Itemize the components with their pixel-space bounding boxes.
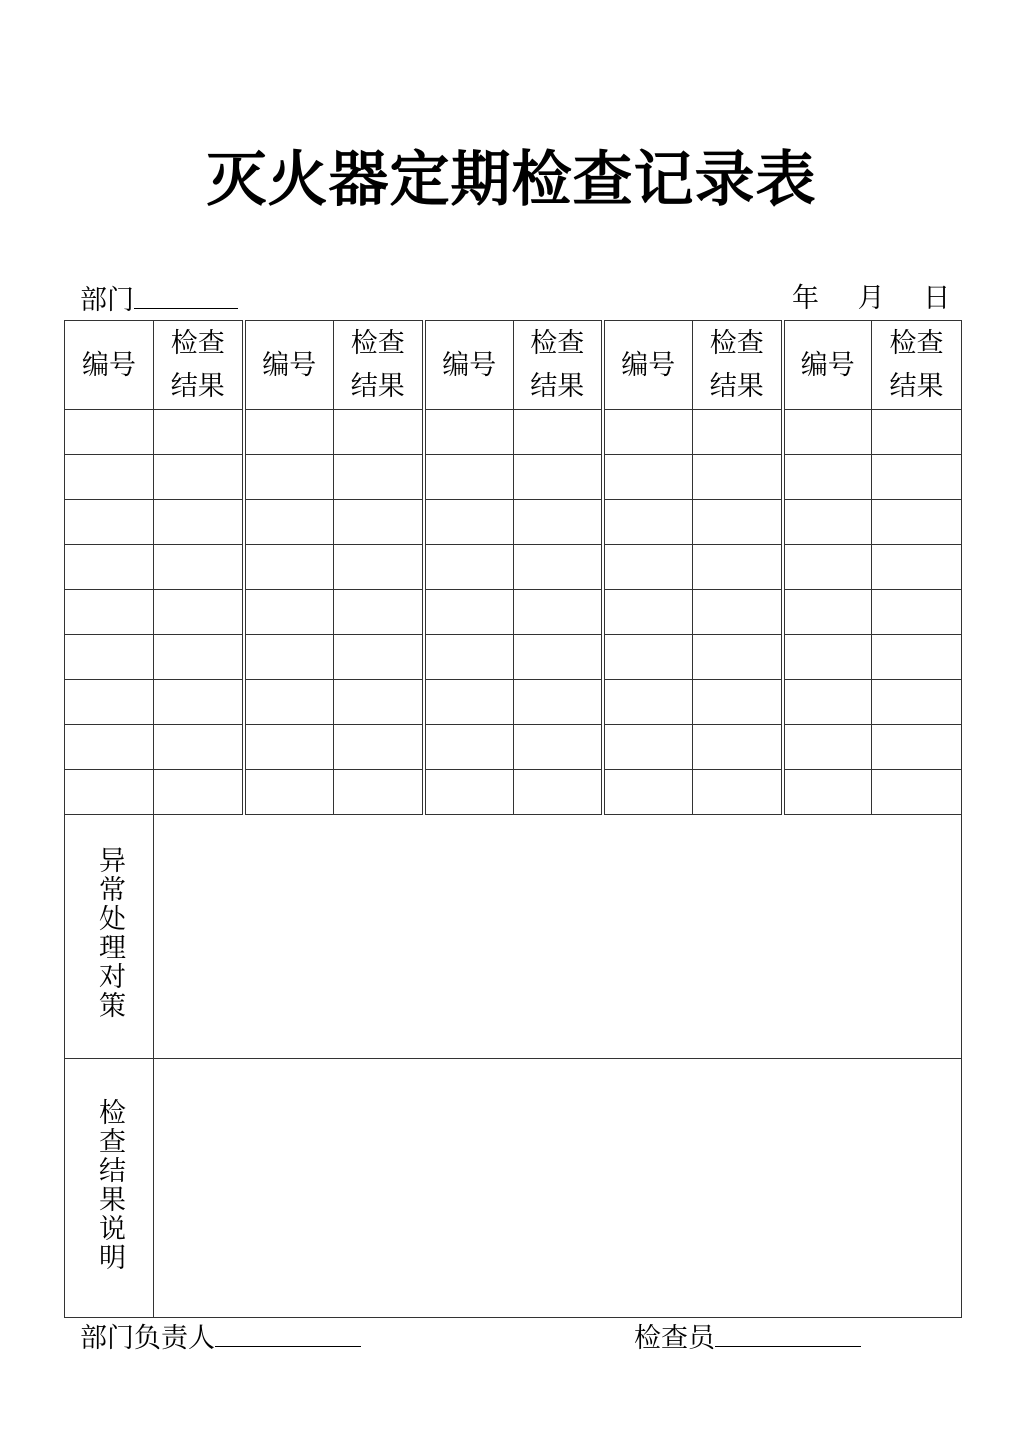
- result-cell[interactable]: [872, 500, 962, 545]
- abnormal-content-cell[interactable]: [154, 815, 962, 1059]
- explanation-label: 检查结果说明: [94, 1097, 125, 1272]
- result-cell[interactable]: [872, 635, 962, 680]
- result-cell[interactable]: [334, 455, 424, 500]
- header-id-cell: 编号: [424, 321, 514, 410]
- result-cell[interactable]: [693, 725, 783, 770]
- result-cell[interactable]: [514, 725, 603, 770]
- id-cell[interactable]: [783, 725, 872, 770]
- result-cell[interactable]: [514, 635, 603, 680]
- header-result-line1: 检查: [709, 328, 764, 359]
- table-row: [65, 500, 962, 545]
- result-cell[interactable]: [693, 635, 783, 680]
- id-cell[interactable]: [603, 500, 693, 545]
- result-cell[interactable]: [154, 500, 244, 545]
- result-cell[interactable]: [334, 725, 424, 770]
- id-cell[interactable]: [783, 545, 872, 590]
- result-cell[interactable]: [334, 545, 424, 590]
- result-cell[interactable]: [334, 680, 424, 725]
- result-cell[interactable]: [693, 770, 783, 815]
- inspector-label: 检查员: [634, 1323, 715, 1354]
- result-cell[interactable]: [154, 680, 244, 725]
- id-cell[interactable]: [65, 500, 154, 545]
- month-label: 月: [857, 283, 885, 314]
- blank-rows: [65, 410, 962, 815]
- result-cell[interactable]: [154, 725, 244, 770]
- result-cell[interactable]: [872, 455, 962, 500]
- id-cell[interactable]: [783, 635, 872, 680]
- result-cell[interactable]: [514, 500, 603, 545]
- result-cell[interactable]: [154, 455, 244, 500]
- table-row: [65, 770, 962, 815]
- day-label: 日: [923, 283, 951, 314]
- header-id-cell: 编号: [244, 321, 334, 410]
- result-cell[interactable]: [872, 680, 962, 725]
- header-result-cell: [154, 321, 244, 410]
- result-cell[interactable]: [872, 590, 962, 635]
- result-cell[interactable]: [693, 410, 783, 455]
- department-field: [80, 282, 238, 318]
- id-cell[interactable]: [783, 410, 872, 455]
- header-result-line1: 检查: [530, 328, 585, 359]
- table-row: [65, 680, 962, 725]
- id-cell[interactable]: [603, 410, 693, 455]
- result-cell[interactable]: [872, 545, 962, 590]
- id-cell[interactable]: [424, 455, 514, 500]
- result-explanation-row: [65, 1059, 962, 1318]
- result-cell[interactable]: [154, 545, 244, 590]
- id-cell[interactable]: [603, 770, 693, 815]
- header-id-cell: 编号: [603, 321, 693, 410]
- page-title: 灭火器定期检查记录表: [206, 145, 817, 215]
- id-cell[interactable]: [244, 500, 334, 545]
- id-cell[interactable]: [603, 545, 693, 590]
- dept-head-signature-blank[interactable]: [215, 1320, 361, 1347]
- result-cell[interactable]: [154, 770, 244, 815]
- id-cell[interactable]: [424, 635, 514, 680]
- header-id-cell: 编号: [783, 321, 872, 410]
- result-cell[interactable]: [334, 500, 424, 545]
- header-result-cell: [514, 321, 603, 410]
- id-cell[interactable]: [603, 725, 693, 770]
- id-cell[interactable]: [424, 770, 514, 815]
- id-cell[interactable]: [603, 455, 693, 500]
- id-cell[interactable]: [603, 680, 693, 725]
- header-result-line2: 结果: [530, 371, 585, 402]
- id-cell[interactable]: [424, 725, 514, 770]
- year-label: 年: [792, 283, 819, 314]
- date-field: [792, 282, 950, 316]
- result-cell[interactable]: [154, 590, 244, 635]
- result-cell[interactable]: [514, 545, 603, 590]
- id-cell[interactable]: [244, 410, 334, 455]
- result-cell[interactable]: [334, 770, 424, 815]
- header-result-cell: [334, 321, 424, 410]
- department-blank[interactable]: [134, 282, 238, 309]
- id-cell[interactable]: [244, 545, 334, 590]
- result-cell[interactable]: [154, 410, 244, 455]
- header-result-line1: 检查: [350, 328, 405, 359]
- id-cell[interactable]: [424, 545, 514, 590]
- header-result-line1: 检查: [889, 328, 944, 359]
- id-cell[interactable]: [244, 590, 334, 635]
- header-result-line2: 结果: [889, 371, 944, 402]
- table-row: [65, 410, 962, 455]
- id-cell[interactable]: [65, 410, 154, 455]
- table-row: [65, 590, 962, 635]
- id-cell[interactable]: [603, 590, 693, 635]
- id-cell[interactable]: [65, 455, 154, 500]
- result-cell[interactable]: [334, 590, 424, 635]
- id-cell[interactable]: [244, 770, 334, 815]
- table-row: [65, 455, 962, 500]
- result-cell[interactable]: [514, 770, 603, 815]
- result-cell[interactable]: [334, 410, 424, 455]
- result-cell[interactable]: [872, 725, 962, 770]
- id-cell[interactable]: [65, 770, 154, 815]
- id-cell[interactable]: [65, 725, 154, 770]
- table-header-row: [65, 321, 962, 410]
- id-cell[interactable]: [244, 725, 334, 770]
- table-row: [65, 545, 962, 590]
- result-cell[interactable]: [514, 455, 603, 500]
- id-cell[interactable]: [783, 590, 872, 635]
- table-row: [65, 635, 962, 680]
- id-cell[interactable]: [65, 680, 154, 725]
- id-cell[interactable]: [424, 410, 514, 455]
- id-cell[interactable]: [65, 635, 154, 680]
- abnormal-label: 异常处理对策: [94, 846, 125, 1020]
- id-cell[interactable]: [783, 680, 872, 725]
- id-cell[interactable]: [783, 500, 872, 545]
- header-result-line2: 结果: [350, 371, 405, 402]
- header-result-cell: [693, 321, 783, 410]
- explanation-content-cell[interactable]: [154, 1059, 962, 1318]
- dept-head-field: [80, 1320, 361, 1356]
- department-label: 部门: [80, 285, 134, 316]
- result-cell[interactable]: [693, 500, 783, 545]
- result-cell[interactable]: [693, 590, 783, 635]
- table-row: [65, 725, 962, 770]
- header-id-cell: 编号: [65, 321, 154, 410]
- id-cell[interactable]: [783, 455, 872, 500]
- abnormal-handling-row: [65, 815, 962, 1059]
- result-cell[interactable]: [334, 635, 424, 680]
- result-cell[interactable]: [514, 680, 603, 725]
- inspector-signature-blank[interactable]: [715, 1320, 861, 1347]
- result-cell[interactable]: [872, 770, 962, 815]
- id-cell[interactable]: [65, 545, 154, 590]
- id-cell[interactable]: [244, 635, 334, 680]
- result-cell[interactable]: [154, 635, 244, 680]
- result-cell[interactable]: [514, 410, 603, 455]
- abnormal-label-cell: [65, 815, 154, 1059]
- result-cell[interactable]: [514, 590, 603, 635]
- dept-head-label: 部门负责人: [80, 1323, 215, 1354]
- inspector-field: [634, 1320, 861, 1356]
- id-cell[interactable]: [783, 770, 872, 815]
- id-cell[interactable]: [65, 590, 154, 635]
- id-cell[interactable]: [424, 590, 514, 635]
- header-result-line1: 检查: [170, 328, 225, 359]
- id-cell[interactable]: [244, 680, 334, 725]
- id-cell[interactable]: [244, 455, 334, 500]
- id-cell[interactable]: [424, 500, 514, 545]
- header-result-cell: [872, 321, 962, 410]
- result-cell[interactable]: [693, 455, 783, 500]
- explanation-label-cell: [65, 1059, 154, 1318]
- header-result-line2: 结果: [709, 371, 764, 402]
- inspection-table: [64, 320, 962, 1318]
- header-result-line2: 结果: [170, 371, 225, 402]
- id-cell[interactable]: [603, 635, 693, 680]
- result-cell[interactable]: [872, 410, 962, 455]
- result-cell[interactable]: [693, 545, 783, 590]
- id-cell[interactable]: [424, 680, 514, 725]
- result-cell[interactable]: [693, 680, 783, 725]
